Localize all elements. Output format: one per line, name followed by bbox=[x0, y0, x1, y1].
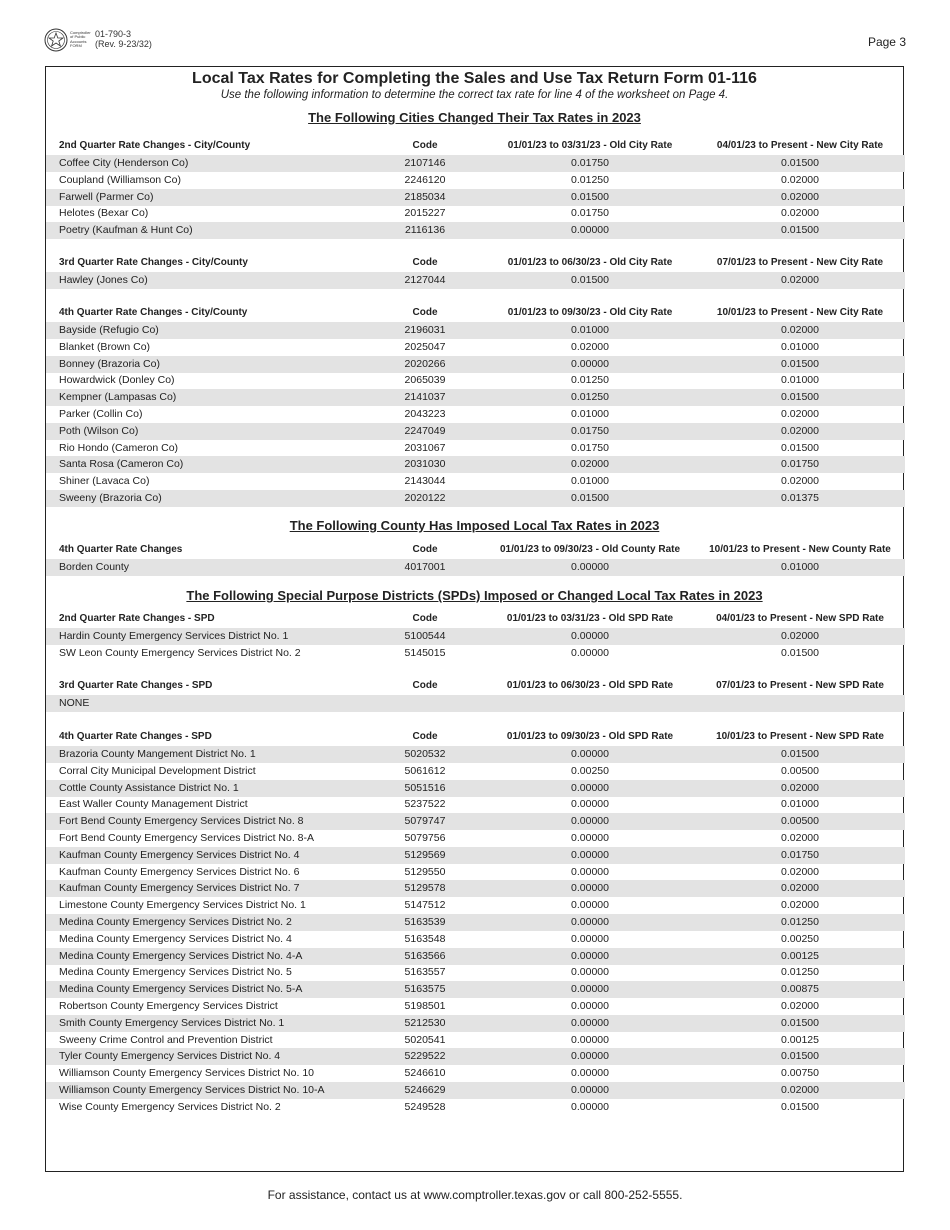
table-cell: 5249528 bbox=[404, 1100, 446, 1113]
table-cell: 0.02000 bbox=[781, 630, 819, 642]
table-cell: 5237522 bbox=[404, 798, 446, 811]
table-header bbox=[46, 140, 905, 153]
table-cell: 0.00000 bbox=[571, 832, 609, 844]
table-cell: Blanket (Brown Co) bbox=[59, 340, 151, 353]
table-cell: 0.00000 bbox=[571, 646, 609, 659]
table-row bbox=[46, 796, 905, 813]
table-row bbox=[46, 322, 905, 339]
column-header: 01/01/23 to 09/30/23 - Old County Rate bbox=[499, 544, 681, 555]
column-header: Code bbox=[412, 257, 438, 268]
table-cell: 2246120 bbox=[404, 173, 446, 186]
table-cell: Cottle County Assistance District No. 1 bbox=[59, 781, 239, 794]
table-cell: 0.02000 bbox=[571, 340, 609, 353]
table-cell: Parker (Collin Co) bbox=[59, 408, 143, 420]
table-row bbox=[46, 456, 905, 473]
table-cell: 0.00000 bbox=[571, 1100, 609, 1113]
table-cell: 0.01375 bbox=[781, 492, 819, 504]
table-cell: 5129550 bbox=[404, 865, 446, 878]
table-cell: 0.00000 bbox=[571, 966, 609, 979]
table-cell: Fort Bend County Emergency Services District No. 8-A bbox=[59, 832, 315, 844]
table-cell: 0.01750 bbox=[781, 458, 819, 471]
table-cell: Rio Hondo (Cameron Co) bbox=[59, 441, 179, 454]
table-cell: 0.01250 bbox=[571, 374, 609, 387]
table-cell: 0.00000 bbox=[571, 983, 609, 996]
table-row bbox=[46, 780, 905, 797]
table-cell: 2065039 bbox=[404, 374, 446, 387]
column-header: 01/01/23 to 06/30/23 - Old City Rate bbox=[507, 257, 673, 268]
table-cell: 5229522 bbox=[404, 1050, 446, 1063]
table-row bbox=[46, 372, 905, 389]
table-row bbox=[46, 628, 905, 645]
table-cell: 0.01500 bbox=[781, 441, 819, 454]
table-cell: 0.01500 bbox=[781, 1016, 819, 1029]
table-header bbox=[46, 307, 905, 320]
column-header: 01/01/23 to 09/30/23 - Old SPD Rate bbox=[506, 731, 674, 742]
table-header bbox=[46, 731, 905, 744]
table-cell: Hawley (Jones Co) bbox=[59, 274, 148, 286]
table-cell: 0.00000 bbox=[571, 798, 609, 811]
table-row bbox=[46, 695, 905, 712]
table-cell: 0.00000 bbox=[571, 357, 609, 370]
column-header: 10/01/23 to Present - New County Rate bbox=[709, 544, 891, 555]
column-header: Code bbox=[412, 613, 438, 624]
table-cell: 0.01000 bbox=[781, 798, 819, 811]
table-cell: 2020122 bbox=[404, 492, 446, 504]
table-cell: Williamson County Emergency Services District No. 10 bbox=[59, 1067, 314, 1080]
table-cell: 2116136 bbox=[404, 224, 446, 237]
table-cell: 5163575 bbox=[404, 983, 446, 996]
table-cell: 0.00000 bbox=[571, 932, 609, 945]
document-title: Local Tax Rates for Completing the Sales and Use Tax Return Form 01-116 bbox=[192, 70, 757, 87]
table-cell: 0.01250 bbox=[781, 916, 819, 928]
table-cell: 0.00000 bbox=[571, 865, 609, 878]
table-cell: 0.02000 bbox=[781, 475, 819, 488]
table-cell: 5020541 bbox=[404, 1033, 446, 1046]
table-cell: 0.01500 bbox=[781, 1100, 819, 1113]
column-header: Code bbox=[412, 731, 438, 742]
table-cell: Borden County bbox=[59, 561, 130, 573]
table-cell: 0.01500 bbox=[781, 748, 819, 760]
table-cell: Brazoria County Mangement District No. 1 bbox=[59, 748, 256, 760]
assistance-footer: For assistance, contact us at www.comptroller.texas.gov or call 800-252-5555. bbox=[267, 1188, 683, 1202]
table-cell: 0.01750 bbox=[781, 848, 819, 861]
column-header: 04/01/23 to Present - New City Rate bbox=[716, 140, 884, 151]
table-cell: 0.01500 bbox=[781, 357, 819, 370]
table-header bbox=[46, 613, 905, 626]
column-header: 2nd Quarter Rate Changes - SPD bbox=[59, 613, 215, 624]
column-header: Code bbox=[412, 680, 438, 691]
table-row bbox=[46, 897, 905, 914]
table-row bbox=[46, 981, 905, 998]
table-cell: 0.00000 bbox=[571, 1016, 609, 1029]
table-cell: 2015227 bbox=[404, 207, 446, 220]
table-cell: Tyler County Emergency Services District No. 4 bbox=[59, 1050, 281, 1063]
table-cell: 0.01750 bbox=[571, 424, 609, 437]
table-cell: 5163539 bbox=[404, 916, 446, 928]
table-cell: Williamson County Emergency Services District No. 10-A bbox=[59, 1084, 325, 1096]
table-cell: 0.02000 bbox=[781, 865, 819, 878]
table-row bbox=[46, 172, 905, 189]
table-cell: 0.01500 bbox=[781, 646, 819, 659]
table-cell: 5079756 bbox=[404, 832, 446, 844]
table-cell: 0.02000 bbox=[781, 324, 819, 336]
column-header: 4th Quarter Rate Changes bbox=[59, 544, 183, 555]
table-cell: Hardin County Emergency Services District No. 1 bbox=[59, 630, 289, 642]
table-row bbox=[46, 746, 905, 763]
table-cell: Farwell (Parmer Co) bbox=[59, 190, 154, 203]
table-cell: 2143044 bbox=[404, 475, 446, 488]
table-row bbox=[46, 931, 905, 948]
table-cell: 0.00750 bbox=[781, 1067, 819, 1080]
table-cell: Bayside (Refugio Co) bbox=[59, 324, 159, 336]
column-header: 01/01/23 to 03/31/23 - Old SPD Rate bbox=[506, 613, 674, 624]
table-row bbox=[46, 1099, 905, 1116]
table-cell: 2025047 bbox=[404, 340, 446, 353]
table-cell: 0.00000 bbox=[571, 224, 609, 237]
column-header: 3rd Quarter Rate Changes - SPD bbox=[59, 680, 213, 691]
table-cell: 0.01000 bbox=[571, 324, 609, 336]
table-row bbox=[46, 559, 905, 576]
column-header: 3rd Quarter Rate Changes - City/County bbox=[59, 257, 248, 268]
table-row bbox=[46, 948, 905, 965]
table-cell: NONE bbox=[59, 697, 90, 709]
table-cell: 0.02000 bbox=[571, 458, 609, 471]
column-header: 01/01/23 to 09/30/23 - Old City Rate bbox=[507, 307, 673, 318]
table-cell: 0.00250 bbox=[571, 764, 609, 777]
table-cell: 0.01500 bbox=[571, 274, 609, 286]
column-header: 01/01/23 to 03/31/23 - Old City Rate bbox=[507, 140, 673, 151]
table-cell: Corral City Municipal Development District bbox=[59, 764, 256, 777]
column-header: 4th Quarter Rate Changes - City/County bbox=[59, 307, 248, 318]
agency-name: Comptroller of Public Accounts FORM bbox=[70, 30, 91, 49]
table-cell: 0.00000 bbox=[571, 1000, 609, 1012]
table-row bbox=[46, 864, 905, 881]
table-cell: 5163548 bbox=[404, 932, 446, 945]
table-cell: 0.01500 bbox=[781, 224, 819, 237]
table-cell: 0.02000 bbox=[781, 424, 819, 437]
table-cell: 0.00000 bbox=[571, 630, 609, 642]
table-cell: 0.00000 bbox=[571, 748, 609, 760]
table-row bbox=[46, 356, 905, 373]
section-title-county: The Following County Has Imposed Local Tax Rates in 2023 bbox=[289, 518, 660, 533]
table-cell: 0.01500 bbox=[781, 391, 819, 404]
table-row bbox=[46, 847, 905, 864]
table-cell: Helotes (Bexar Co) bbox=[59, 207, 149, 220]
table-cell: Smith County Emergency Services District No. 1 bbox=[59, 1016, 285, 1029]
table-cell: 0.00000 bbox=[571, 916, 609, 928]
table-cell: SW Leon County Emergency Services District No. 2 bbox=[59, 646, 301, 659]
table-cell: 5100544 bbox=[404, 630, 446, 642]
section-title-cities: The Following Cities Changed Their Tax Rates in 2023 bbox=[308, 110, 641, 125]
table-cell: 2185034 bbox=[404, 190, 446, 203]
form-header bbox=[44, 28, 906, 56]
table-cell: 0.00000 bbox=[571, 561, 609, 573]
table-cell: 0.01000 bbox=[571, 475, 609, 488]
table-cell: 0.01750 bbox=[571, 157, 609, 169]
table-row bbox=[46, 473, 905, 490]
table-cell: Kempner (Lampasas Co) bbox=[59, 391, 177, 404]
table-cell: Kaufman County Emergency Services District No. 6 bbox=[59, 865, 300, 878]
table-row bbox=[46, 189, 905, 206]
table-cell: 0.02000 bbox=[781, 781, 819, 794]
table-cell: 0.01250 bbox=[571, 391, 609, 404]
table-row bbox=[46, 763, 905, 780]
table-cell: 5061612 bbox=[404, 764, 446, 777]
table-cell: 0.00000 bbox=[571, 848, 609, 861]
column-header: 04/01/23 to Present - New SPD Rate bbox=[716, 613, 884, 624]
table-cell: Santa Rosa (Cameron Co) bbox=[59, 458, 184, 471]
table-cell: 2196031 bbox=[404, 324, 446, 336]
table-row bbox=[46, 1032, 905, 1049]
table-cell: 0.00250 bbox=[781, 932, 819, 945]
column-header: 01/01/23 to 06/30/23 - Old SPD Rate bbox=[506, 680, 674, 691]
table-cell: Sweeny Crime Control and Prevention District bbox=[59, 1033, 273, 1046]
table-row bbox=[46, 272, 905, 289]
table-row bbox=[46, 880, 905, 897]
table-cell: 0.01000 bbox=[781, 561, 819, 573]
table-cell: 0.02000 bbox=[781, 274, 819, 286]
table-cell: 0.00500 bbox=[781, 764, 819, 777]
table-cell: Coupland (Williamson Co) bbox=[59, 173, 181, 186]
table-cell: 2031030 bbox=[404, 458, 446, 471]
comptroller-seal-icon bbox=[44, 28, 68, 52]
column-header: Code bbox=[412, 140, 438, 151]
table-cell: 0.01250 bbox=[571, 173, 609, 186]
table-cell: 0.01500 bbox=[571, 190, 609, 203]
table-cell: 0.01250 bbox=[781, 966, 819, 979]
column-header: 10/01/23 to Present - New SPD Rate bbox=[716, 731, 884, 742]
table-cell: 0.02000 bbox=[781, 832, 819, 844]
table-cell: 5246610 bbox=[404, 1067, 446, 1080]
table-cell: Howardwick (Donley Co) bbox=[59, 374, 175, 387]
table-cell: 5198501 bbox=[404, 1000, 446, 1012]
table-row bbox=[46, 222, 905, 239]
table-cell: 2020266 bbox=[404, 357, 446, 370]
table-cell: 0.00000 bbox=[571, 949, 609, 962]
table-cell: Bonney (Brazoria Co) bbox=[59, 357, 160, 370]
table-row bbox=[46, 914, 905, 931]
table-cell: 0.02000 bbox=[781, 408, 819, 420]
table-cell: 0.00125 bbox=[781, 949, 819, 962]
table-cell: Shiner (Lavaca Co) bbox=[59, 475, 150, 488]
table-row bbox=[46, 813, 905, 830]
table-cell: 0.02000 bbox=[781, 190, 819, 203]
table-cell: 5020532 bbox=[404, 748, 446, 760]
table-cell: 4017001 bbox=[404, 561, 446, 573]
column-header: 07/01/23 to Present - New SPD Rate bbox=[716, 680, 884, 691]
table-cell: 0.00000 bbox=[571, 899, 609, 912]
table-cell: 0.00000 bbox=[571, 1067, 609, 1080]
table-cell: Kaufman County Emergency Services District No. 7 bbox=[59, 882, 300, 895]
table-header bbox=[46, 544, 905, 557]
table-cell: 0.01500 bbox=[571, 492, 609, 504]
table-cell: 0.02000 bbox=[781, 899, 819, 912]
table-cell: Wise County Emergency Services District No. 2 bbox=[59, 1100, 281, 1113]
table-cell: 5163557 bbox=[404, 966, 446, 979]
table-row bbox=[46, 998, 905, 1015]
table-cell: Medina County Emergency Services District No. 4-A bbox=[59, 949, 303, 962]
table-cell: 0.01750 bbox=[571, 441, 609, 454]
table-cell: Poetry (Kaufman & Hunt Co) bbox=[59, 224, 193, 237]
table-cell: 0.00000 bbox=[571, 1033, 609, 1046]
table-cell: 0.01000 bbox=[781, 374, 819, 387]
table-cell: 2043223 bbox=[404, 408, 446, 420]
section-title-spd: The Following Special Purpose Districts (SPDs) Imposed or Changed Local Tax Rates in 2023 bbox=[186, 588, 763, 603]
table-row bbox=[46, 830, 905, 847]
table-cell: 0.00000 bbox=[571, 882, 609, 895]
table-cell: 2031067 bbox=[404, 441, 446, 454]
table-cell: 0.00000 bbox=[571, 1084, 609, 1096]
table-cell: Kaufman County Emergency Services District No. 4 bbox=[59, 848, 300, 861]
table-row bbox=[46, 205, 905, 222]
column-header: 10/01/23 to Present - New City Rate bbox=[716, 307, 884, 318]
table-cell: 0.00000 bbox=[571, 781, 609, 794]
table-cell: 0.02000 bbox=[781, 882, 819, 895]
table-cell: Robertson County Emergency Services District bbox=[59, 1000, 278, 1012]
table-cell: 5246629 bbox=[404, 1084, 446, 1096]
column-header: 4th Quarter Rate Changes - SPD bbox=[59, 731, 212, 742]
table-row bbox=[46, 1015, 905, 1032]
table-cell: 0.02000 bbox=[781, 173, 819, 186]
column-header: Code bbox=[412, 544, 438, 555]
page-number: Page 3 bbox=[867, 35, 906, 49]
table-row bbox=[46, 155, 905, 172]
column-header: 2nd Quarter Rate Changes - City/County bbox=[59, 140, 251, 151]
table-cell: 0.00500 bbox=[781, 815, 819, 828]
table-cell: Medina County Emergency Services District No. 5 bbox=[59, 966, 292, 979]
table-cell: 0.02000 bbox=[781, 207, 819, 220]
table-cell: 5212530 bbox=[404, 1016, 446, 1029]
table-row bbox=[46, 440, 905, 457]
table-row bbox=[46, 389, 905, 406]
table-cell: Medina County Emergency Services District No. 2 bbox=[59, 916, 292, 928]
table-cell: Poth (Wilson Co) bbox=[59, 424, 139, 437]
table-row bbox=[46, 645, 905, 662]
table-cell: 0.01750 bbox=[571, 207, 609, 220]
table-cell: 0.01500 bbox=[781, 1050, 819, 1063]
table-cell: 0.02000 bbox=[781, 1000, 819, 1012]
table-cell: 2127044 bbox=[404, 274, 446, 286]
table-cell: 5163566 bbox=[404, 949, 446, 962]
table-header bbox=[46, 680, 905, 693]
table-cell: 5051516 bbox=[404, 781, 446, 794]
table-cell: 0.00000 bbox=[571, 1050, 609, 1063]
table-cell: 2247049 bbox=[404, 424, 446, 437]
table-cell: 5147512 bbox=[404, 899, 446, 912]
table-cell: 0.00125 bbox=[781, 1033, 819, 1046]
column-header: Code bbox=[412, 307, 438, 318]
table-cell: Medina County Emergency Services District No. 5-A bbox=[59, 983, 303, 996]
table-cell: 0.00000 bbox=[571, 815, 609, 828]
column-header: 07/01/23 to Present - New City Rate bbox=[716, 257, 884, 268]
table-cell: 0.01000 bbox=[781, 340, 819, 353]
table-cell: 0.00875 bbox=[781, 983, 819, 996]
table-cell: 2141037 bbox=[404, 391, 446, 404]
table-cell: Sweeny (Brazoria Co) bbox=[59, 492, 162, 504]
table-row bbox=[46, 423, 905, 440]
form-number: 01-790-3 (Rev. 9-23/32) bbox=[95, 29, 152, 49]
table-cell: 2107146 bbox=[404, 157, 446, 169]
table-cell: East Waller County Management District bbox=[59, 798, 248, 811]
table-cell: 5129578 bbox=[404, 882, 446, 895]
table-cell: 5079747 bbox=[404, 815, 446, 828]
table-cell: Limestone County Emergency Services District No. 1 bbox=[59, 899, 306, 912]
table-cell: 0.02000 bbox=[781, 1084, 819, 1096]
table-cell: Medina County Emergency Services District No. 4 bbox=[59, 932, 292, 945]
table-cell: 5129569 bbox=[404, 848, 446, 861]
table-cell: Coffee City (Henderson Co) bbox=[59, 157, 189, 169]
table-row bbox=[46, 964, 905, 981]
table-cell: 0.01500 bbox=[781, 157, 819, 169]
table-header bbox=[46, 257, 905, 270]
table-cell: 5145015 bbox=[404, 646, 446, 659]
table-row bbox=[46, 406, 905, 423]
table-row bbox=[46, 1048, 905, 1065]
table-cell: Fort Bend County Emergency Services District No. 8 bbox=[59, 815, 304, 828]
table-row bbox=[46, 1065, 905, 1082]
table-row bbox=[46, 1082, 905, 1099]
table-row bbox=[46, 339, 905, 356]
table-cell: 0.01000 bbox=[571, 408, 609, 420]
table-row bbox=[46, 490, 905, 507]
rates-document-box bbox=[45, 66, 904, 1172]
document-subtitle: Use the following information to determine the correct tax rate for line 4 of the worksheet on Page 4. bbox=[220, 89, 729, 101]
